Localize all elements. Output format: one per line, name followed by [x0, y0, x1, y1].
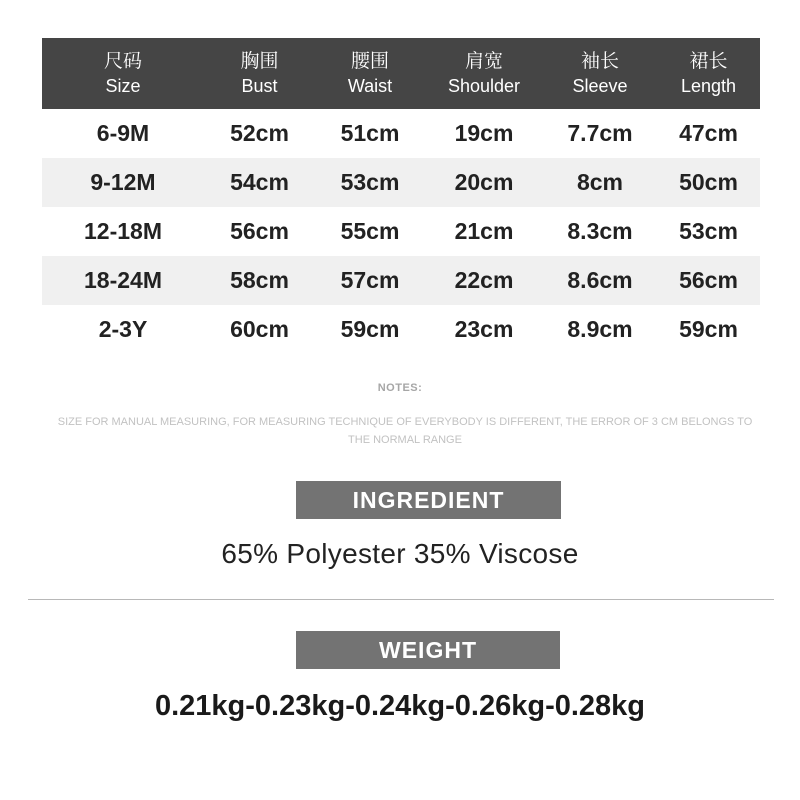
table-row	[42, 158, 760, 207]
cell-length: 47cm	[679, 120, 738, 146]
size-chart-table	[42, 38, 760, 354]
header-waist-en: Waist	[347, 76, 393, 96]
header-sleeve	[543, 38, 657, 109]
cell-sleeve: 8cm	[543, 158, 657, 207]
cell-sleeve: 8.3cm	[567, 218, 633, 244]
table-row	[42, 305, 760, 354]
cell-bust: 58cm	[204, 256, 315, 305]
header-length	[657, 38, 760, 109]
header-sleeve-en: Sleeve	[572, 76, 628, 96]
cell-shoulder: 23cm	[454, 316, 514, 342]
weight-banner: WEIGHT	[296, 631, 560, 669]
notes-title: NOTES:	[377, 382, 423, 394]
cell-bust: 54cm	[204, 158, 315, 207]
cell-length: 56cm	[657, 256, 760, 305]
header-bust-zh: 胸围	[240, 50, 279, 72]
cell-waist: 55cm	[340, 218, 400, 244]
header-length-zh: 裙长	[689, 50, 728, 72]
table-row	[42, 207, 760, 256]
cell-waist: 59cm	[340, 316, 400, 342]
cell-waist: 53cm	[315, 158, 425, 207]
header-size-zh: 尺码	[103, 50, 142, 72]
cell-shoulder: 22cm	[425, 256, 543, 305]
section-divider	[28, 599, 774, 600]
header-bust	[204, 38, 315, 109]
cell-bust: 56cm	[230, 218, 289, 244]
weight-value: 0.21kg-0.23kg-0.24kg-0.26kg-0.28kg	[154, 690, 646, 722]
header-length-en: Length	[680, 76, 737, 96]
cell-length: 50cm	[657, 158, 760, 207]
header-size	[42, 38, 204, 109]
size-chart-header-row	[42, 38, 760, 109]
cell-shoulder: 21cm	[454, 218, 514, 244]
table-row	[42, 109, 760, 158]
cell-shoulder: 20cm	[425, 158, 543, 207]
notes-text: SIZE FOR MANUAL MEASURING, FOR MEASURING TECHNIQUE OF EVERYBODY IS DIFFERENT, THE ERROR OF 3 CM BELONGS TO THE NORMAL RANGE	[57, 416, 753, 446]
ingredient-banner: INGREDIENT	[296, 481, 561, 519]
ingredient-value: 65% Polyester 35% Viscose	[221, 538, 579, 569]
cell-size: 2-3Y	[98, 316, 148, 342]
cell-size: 6-9M	[96, 120, 150, 146]
header-sleeve-zh: 袖长	[580, 50, 619, 72]
table-row	[42, 256, 760, 305]
cell-size: 18-24M	[42, 256, 204, 305]
cell-size: 12-18M	[84, 218, 162, 244]
header-waist-zh: 腰围	[350, 50, 389, 72]
header-shoulder-en: Shoulder	[447, 76, 521, 96]
header-shoulder	[425, 38, 543, 109]
header-bust-en: Bust	[241, 76, 278, 96]
cell-length: 53cm	[679, 218, 738, 244]
cell-shoulder: 19cm	[454, 120, 514, 146]
cell-waist: 57cm	[315, 256, 425, 305]
cell-size: 9-12M	[42, 158, 204, 207]
cell-sleeve: 8.9cm	[567, 316, 633, 342]
header-shoulder-zh: 肩宽	[464, 50, 503, 72]
cell-sleeve: 8.6cm	[543, 256, 657, 305]
cell-bust: 52cm	[230, 120, 289, 146]
cell-bust: 60cm	[230, 316, 289, 342]
cell-sleeve: 7.7cm	[567, 120, 633, 146]
header-size-en: Size	[105, 76, 141, 96]
cell-waist: 51cm	[340, 120, 400, 146]
header-waist	[315, 38, 425, 109]
cell-length: 59cm	[679, 316, 738, 342]
